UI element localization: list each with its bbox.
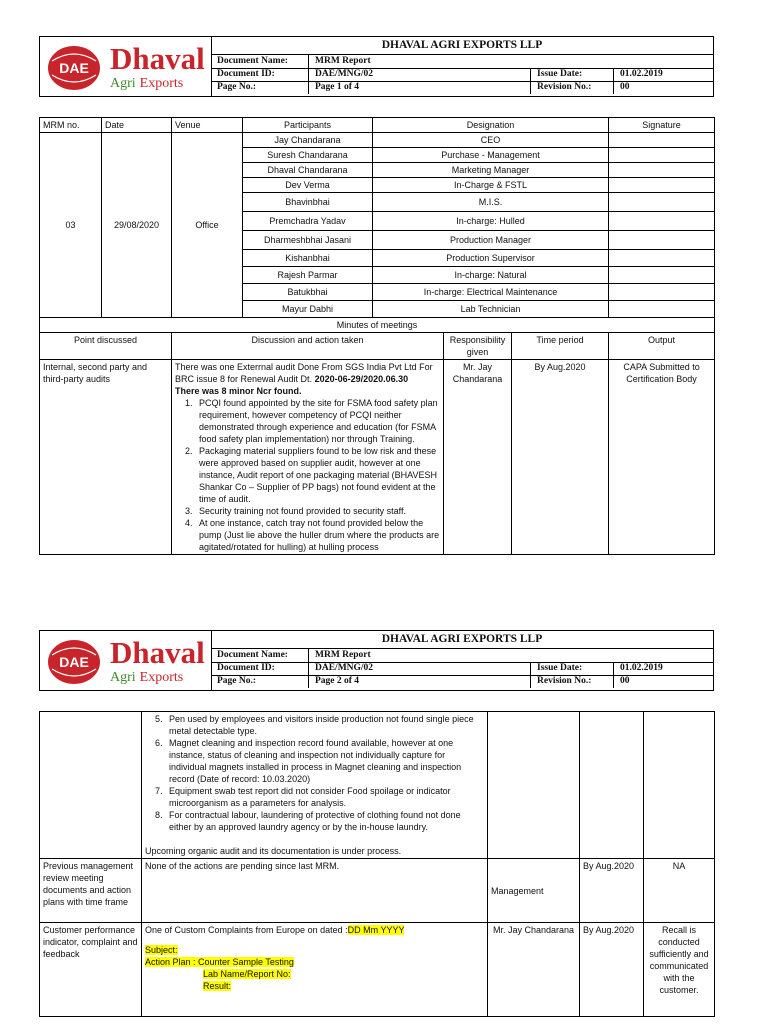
page-number: Page 1 of 4 bbox=[309, 81, 531, 94]
brand-name: Dhaval bbox=[110, 635, 205, 670]
audit-output: CAPA Submitted to Certification Body bbox=[609, 360, 715, 555]
document-id: DAE/MNG/02 bbox=[309, 68, 531, 81]
mrm-table-page-1 bbox=[39, 117, 715, 555]
review-discussion: None of the actions are pending since last MRM. bbox=[142, 859, 488, 923]
svg-text:DAE: DAE bbox=[59, 654, 89, 670]
audit-point: Internal, second party and third-party audits bbox=[40, 360, 172, 555]
document-header-page-1: DAE Dhaval Agri Exports DHAVAL AGRI EXPORTS LLP Document Name: MRM Report Document ID: DAE/MNG/02 Issue Date: 01.02.2019 Page No.: Page 1 of 4 Revision No.: 00 bbox=[39, 36, 714, 97]
participant-row: Rajesh Parmar In-charge: Natural bbox=[40, 267, 715, 284]
audit-responsibility: Mr. Jay Chandarana bbox=[444, 360, 512, 555]
participant-row: Premchadra Yadav In-charge: Hulled bbox=[40, 212, 715, 231]
brand-tagline: Agri Exports bbox=[110, 670, 184, 685]
ncr-item: 8. For contractual labour, laundering of protective of clothing found not done either by an approved laundry agency or by the in-house laundry. bbox=[165, 809, 484, 833]
company-name: DHAVAL AGRI EXPORTS LLP bbox=[211, 631, 713, 649]
audit-period: By Aug.2020 bbox=[512, 360, 609, 555]
participant-row: Dev Verma In-Charge & FSTL bbox=[40, 178, 715, 193]
participant-row: Dhaval Chandarana Marketing Manager bbox=[40, 163, 715, 178]
date-placeholder: DD Mm YYYY bbox=[347, 925, 405, 935]
review-responsibility: Management bbox=[488, 859, 580, 923]
participant-row: Bhavinbhai M.I.S. bbox=[40, 193, 715, 212]
audit-row bbox=[40, 360, 715, 555]
page-number: Page 2 of 4 bbox=[309, 675, 531, 688]
customer-row bbox=[40, 923, 715, 1017]
company-logo bbox=[40, 37, 212, 96]
company-name: DHAVAL AGRI EXPORTS LLP bbox=[211, 37, 713, 55]
participant-row: Mayur Dabhi Lab Technician bbox=[40, 301, 715, 318]
review-row bbox=[40, 859, 715, 923]
brand-name: Dhaval bbox=[110, 41, 205, 76]
review-point: Previous management review meeting documents and action plans with time frame bbox=[40, 859, 142, 923]
customer-responsibility: Mr. Jay Chandarana bbox=[488, 923, 580, 1017]
meeting-venue: Office bbox=[172, 133, 243, 318]
participants-header-row: MRM no. Date Venue Participants Designation Signature bbox=[40, 118, 715, 133]
audit-discussion-continued bbox=[142, 712, 488, 859]
revision-number: 00 bbox=[620, 676, 630, 686]
logo-emblem-icon bbox=[46, 43, 104, 93]
participant-row: Dharmeshbhai Jasani Production Manager bbox=[40, 231, 715, 250]
minutes-title-row: Minutes of meetings bbox=[40, 318, 715, 333]
minutes-header-row: Point discussed Discussion and action taken Responsibility given Time period Output bbox=[40, 333, 715, 360]
ncr-item: 5. Pen used by employees and visitors inside production not found single piece metal detectable type. bbox=[165, 713, 484, 737]
participant-row: Suresh Chandarana Purchase - Management bbox=[40, 148, 715, 163]
issue-date: 01.02.2019 bbox=[620, 663, 663, 673]
document-id: DAE/MNG/02 bbox=[309, 662, 531, 675]
issue-date: 01.02.2019 bbox=[620, 69, 663, 79]
ncr-item: 2. Packaging material suppliers found to be low risk and these were approved based on supplier audit, however at one instance, Audit report of one packaging material (BHAVESH Shankar Co – Supplier of PP bags) not found evident at the time of audit. bbox=[195, 445, 440, 505]
mrm-number: 03 bbox=[40, 133, 102, 318]
participant-row: Batukbhai In-charge: Electrical Maintenance bbox=[40, 284, 715, 301]
customer-point: Customer performance indicator, complaint and feedback bbox=[40, 923, 142, 1017]
document-name: MRM Report bbox=[315, 650, 371, 660]
ncr-item: 7. Equipment swab test report did not consider Food spoilage or indicator microorganism as a parameters for analysis. bbox=[165, 785, 484, 809]
ncr-item: 3. Security training not found provided to security staff. bbox=[195, 505, 440, 517]
audit-discussion: There was one Exterrnal audit Done From SGS India Pvt Ltd For BRC issue 8 for Renewal Audit Dt. 2020-06-29/2020.06.30 There was 8 minor Ncr found. 1. PCQI found appointed by the site for FSMA food safety plan requirement, however competency of PCQI neither demonstrated through experience and education (for FSMA food safety plan implementation) nor through Training. 2. Packaging material suppliers found to be low risk and these were approved based on supplier audit, however at one instance, Audit report of one packaging material (BHAVESH Shankar Co – Supplier of PP bags) not found evident at the time of audit. 3. Security training not found provided to security staff. 4. At one instance, catch tray not found provided below the pump (Just lie above the huller drum where the products are agitated/rotated for hulling) at hulling process bbox=[172, 360, 444, 555]
mrm-table-page-2 bbox=[39, 711, 715, 1017]
ncr-item: 1. PCQI found appointed by the site for FSMA food safety plan requirement, however competency of PCQI neither demonstrated through experience and education (for FSMA food safety plan implementation) nor through Training. bbox=[195, 397, 440, 445]
review-period: By Aug.2020 bbox=[580, 859, 644, 923]
upcoming-audit-note: Upcoming organic audit and its documentation is under process. bbox=[145, 846, 402, 856]
document-name: MRM Report bbox=[315, 56, 371, 66]
customer-output: Recall is conducted sufficiently and communicated with the customer. bbox=[644, 923, 715, 1017]
ncr-item: 6. Magnet cleaning and inspection record found available, however at one instance, status of cleaning and inspection not individually capture for individual magnets installed in process in Magnet cleaning and inspection record (Date of record: 10.03.2020) bbox=[165, 737, 484, 785]
svg-text:DAE: DAE bbox=[59, 60, 89, 76]
participant-row: Kishanbhai Production Supervisor bbox=[40, 250, 715, 267]
review-output: NA bbox=[644, 859, 715, 923]
document-header-page-2: DAE Dhaval Agri Exports DHAVAL AGRI EXPORTS LLP Document Name: MRM Report Document ID: DAE/MNG/02 Issue Date: 01.02.2019 Page No.: Page 2 of 4 Revision No.: 00 bbox=[39, 630, 714, 691]
brand-tagline: Agri Exports bbox=[110, 76, 184, 91]
customer-discussion: One of Custom Complaints from Europe on dated :DD Mm YYYY Subject: Action Plan : Counter Sample Testing Lab Name/Report No: Result: bbox=[142, 923, 488, 1017]
signature-cell bbox=[609, 133, 715, 148]
logo-emblem-icon bbox=[46, 637, 104, 687]
company-logo bbox=[40, 631, 212, 690]
participant-row: 03 29/08/2020 Office Jay Chandarana CEO bbox=[40, 133, 715, 148]
revision-number: 00 bbox=[620, 82, 630, 92]
meeting-date: 29/08/2020 bbox=[102, 133, 172, 318]
ncr-item: 4. At one instance, catch tray not found provided below the pump (Just lie above the huller drum where the products are agitated/rotated for hulling) at hulling process bbox=[195, 517, 440, 553]
audit-continued-row bbox=[40, 712, 715, 859]
customer-period: By Aug.2020 bbox=[580, 923, 644, 1017]
